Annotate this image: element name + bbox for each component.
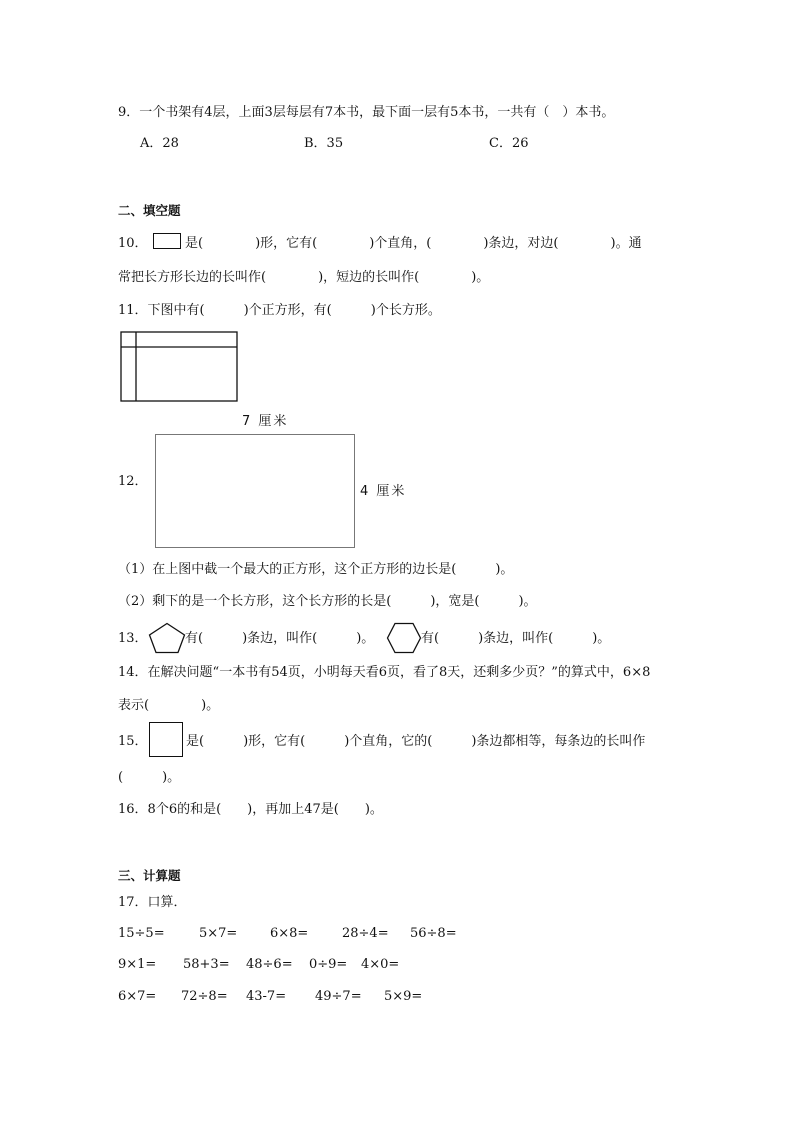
- calc-item: 4×0=: [361, 957, 400, 972]
- q12-rectangle-figure: [155, 434, 355, 548]
- calc-item: 5×9=: [384, 989, 423, 1004]
- q15-line1: 是( )形，它有( )个直角，它的( )条边都相等，每条边的长叫作: [186, 734, 646, 749]
- q9-option-c: C．26: [489, 136, 529, 151]
- q9-text: 9．一个书架有4层，上面3层每层有7本书，最下面一层有5本书，一共有（ ）本书。: [118, 105, 615, 120]
- calc-item: 15÷5=: [118, 926, 165, 941]
- q9-option-b: B．35: [304, 136, 344, 151]
- section-title-fill-blank: 二、填空题: [118, 203, 181, 218]
- calc-item: 5×7=: [199, 926, 238, 941]
- square-figure-icon: [149, 722, 183, 757]
- rectangle-figure-icon: [153, 233, 181, 249]
- calc-item: 6×7=: [118, 989, 157, 1004]
- calc-item: 43-7=: [246, 989, 287, 1004]
- q10-prefix: 10．: [118, 236, 148, 251]
- q12-top-label: 7 厘米: [242, 414, 289, 429]
- q10-line1: 是( )形，它有( )个直角，( )条边，对边( )。通: [185, 236, 642, 251]
- q14-line2: 表示( )。: [118, 698, 220, 713]
- calc-item: 28÷4=: [342, 926, 389, 941]
- q13-pentagon-text: 有( )条边，叫作( )。: [185, 631, 375, 646]
- pentagon-icon: [148, 622, 186, 654]
- q11-text: 11．下图中有( )个正方形，有( )个长方形。: [118, 303, 441, 318]
- q12-number: 12．: [118, 474, 148, 489]
- calc-item: 0÷9=: [309, 957, 348, 972]
- q15-line2: ( )。: [118, 770, 181, 785]
- q15-prefix: 15．: [118, 734, 148, 749]
- calc-item: 9×1=: [118, 957, 157, 972]
- calc-item: 49÷7=: [315, 989, 362, 1004]
- squares-rectangles-figure: [120, 331, 238, 402]
- calc-item: 72÷8=: [181, 989, 228, 1004]
- q12-side-label: 4 厘米: [360, 484, 407, 499]
- hexagon-icon: [386, 622, 422, 654]
- calc-item: 6×8=: [270, 926, 309, 941]
- q14-line1: 14．在解决问题“一本书有54页，小明每天看6页，看了8天，还剩多少页？”的算式中，6×8: [118, 665, 651, 680]
- q9-option-a: A．28: [140, 136, 179, 151]
- q10-line2: 常把长方形长边的长叫作( )，短边的长叫作( )。: [118, 270, 490, 285]
- section-title-calculation: 三、计算题: [118, 868, 181, 883]
- q16-text: 16．8个6的和是( )，再加上47是( )。: [118, 802, 383, 817]
- q17-title: 17．口算．: [118, 895, 187, 910]
- calc-item: 56÷8=: [410, 926, 457, 941]
- calc-item: 58+3=: [183, 957, 230, 972]
- q12-part2: （2）剩下的是一个长方形，这个长方形的长是( )，宽是( )。: [118, 594, 537, 609]
- q13-hexagon-text: 有( )条边，叫作( )。: [421, 631, 611, 646]
- q12-part1: （1）在上图中截一个最大的正方形，这个正方形的边长是( )。: [118, 562, 514, 577]
- calc-item: 48÷6=: [246, 957, 293, 972]
- q13-prefix: 13．: [118, 631, 148, 646]
